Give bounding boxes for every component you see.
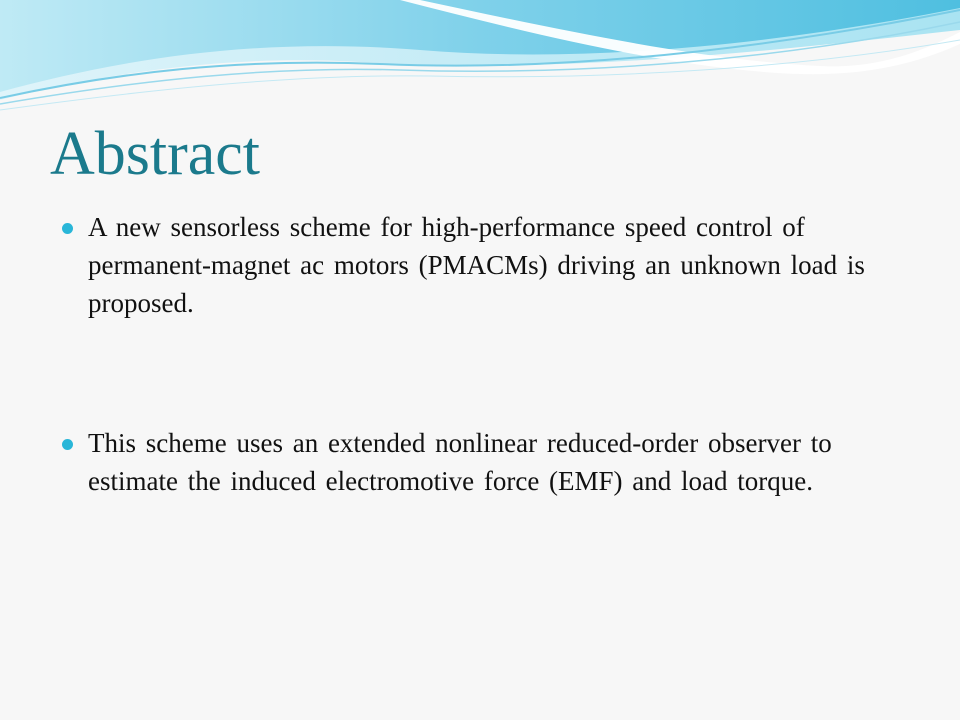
- bullet-item: [62, 424, 902, 500]
- bullet-dot-icon: [62, 223, 73, 234]
- bullet-text: A new sensorless scheme for high-performance speed control of permanent-magnet ac motors (PMACMs) driving an unknown load is proposed.: [88, 212, 865, 318]
- bullet-list: [62, 208, 902, 500]
- slide-title: Abstract: [50, 120, 261, 188]
- bullet-dot-icon: [62, 439, 73, 450]
- bullet-item: [62, 208, 902, 322]
- bullet-text: This scheme uses an extended nonlinear reduced-order observer to estimate the induced electromotive force (EMF) and load torque.: [88, 428, 832, 496]
